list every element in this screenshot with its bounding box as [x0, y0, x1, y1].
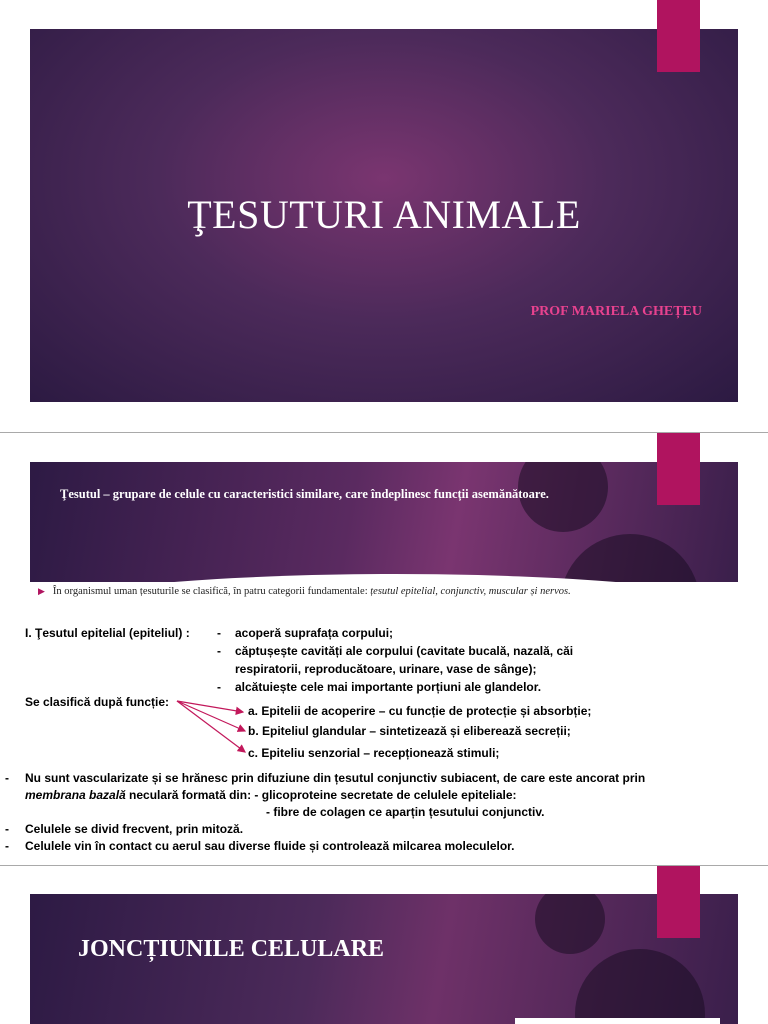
accent-bar: [657, 866, 700, 938]
page-title: ŢESUTURI ANIMALE: [187, 192, 581, 237]
list-item-text: alcătuiește cele mai importante porțiuni ale glandelor.: [235, 680, 542, 694]
list-item: - căptușește cavități ale corpului (cavitate bucală, nazală, căi respiratorii, reproducătoare, urinare, vase de sânge);: [217, 642, 597, 678]
note-line: - Celulele vin în contact cu aerul sau diverse fluide și controlează milcarea moleculelor.: [5, 839, 515, 853]
function-item-a: a. Epitelii de acoperire – cu funcție de protecție și absorbție;: [248, 704, 592, 718]
definition-banner: [30, 462, 738, 582]
title-banner: [30, 29, 738, 402]
decor-circle: [535, 894, 605, 954]
slide-epithelium: [0, 433, 768, 865]
tissue-definition: Ţesutul – grupare de celule cu caracteristici similare, care îndeplinesc funcții asemănătoare.: [60, 487, 549, 501]
note-line: membrana bazală neculară formată din: - glicoproteine secretate de celulele epiteliale:: [25, 788, 517, 802]
triangle-bullet-icon: ▶: [38, 586, 45, 596]
epithelium-notes: [0, 770, 760, 855]
note-line: - Celulele se divid frecvent, prin mitoză.: [5, 822, 244, 836]
note-subline: - fibre de colagen ce aparțin țesutului conjunctiv.: [266, 805, 545, 819]
note-line: - Nu sunt vascularizate și se hrănesc prin difuziune din țesutul conjunctiv subiacent, de care este ancorat prin: [5, 771, 646, 785]
classification-label: Se clasifică după funcție:: [25, 695, 170, 709]
intro-italic: țesutul epitelial, conjunctiv, muscular și nervos.: [370, 586, 571, 597]
accent-bar: [657, 433, 700, 505]
list-item: - alcătuiește cele mai importante porțiuni ale glandelor.: [217, 680, 542, 694]
slide-title: [0, 0, 768, 432]
author-name: PROF MARIELA GHEȚEU: [530, 304, 702, 319]
content-placeholder: [515, 1018, 720, 1024]
section-title: JONCȚIUNILE CELULARE: [78, 936, 385, 962]
function-item-b: b. Epiteliul glandular – sintetizează și eliberează secreții;: [248, 724, 571, 738]
intro-text: În organismul uman țesuturile se clasifică, în patru categorii fundamentale:: [52, 586, 371, 597]
slide-junctions: [0, 866, 768, 1024]
accent-bar: [657, 0, 700, 72]
epithelium-label: I. Ţesutul epitelial (epiteliul) :: [25, 626, 190, 640]
decor-circle: [575, 949, 705, 1024]
list-item: - acoperă suprafața corpului;: [217, 626, 394, 640]
list-item-text: căptușește cavități ale corpului (cavitate bucală, nazală, căi respiratorii, reproducătoare, urinare, vase de sânge);: [235, 644, 574, 676]
basal-membrane-term: membrana bazală: [25, 788, 126, 802]
intro-line: [38, 586, 571, 597]
list-item-text: acoperă suprafața corpului;: [235, 626, 394, 640]
decor-circle: [560, 534, 700, 582]
function-item-c: c. Epiteliu senzorial – recepționează stimuli;: [248, 746, 500, 760]
epithelium-list: [217, 624, 597, 696]
junctions-banner: [30, 894, 738, 1024]
